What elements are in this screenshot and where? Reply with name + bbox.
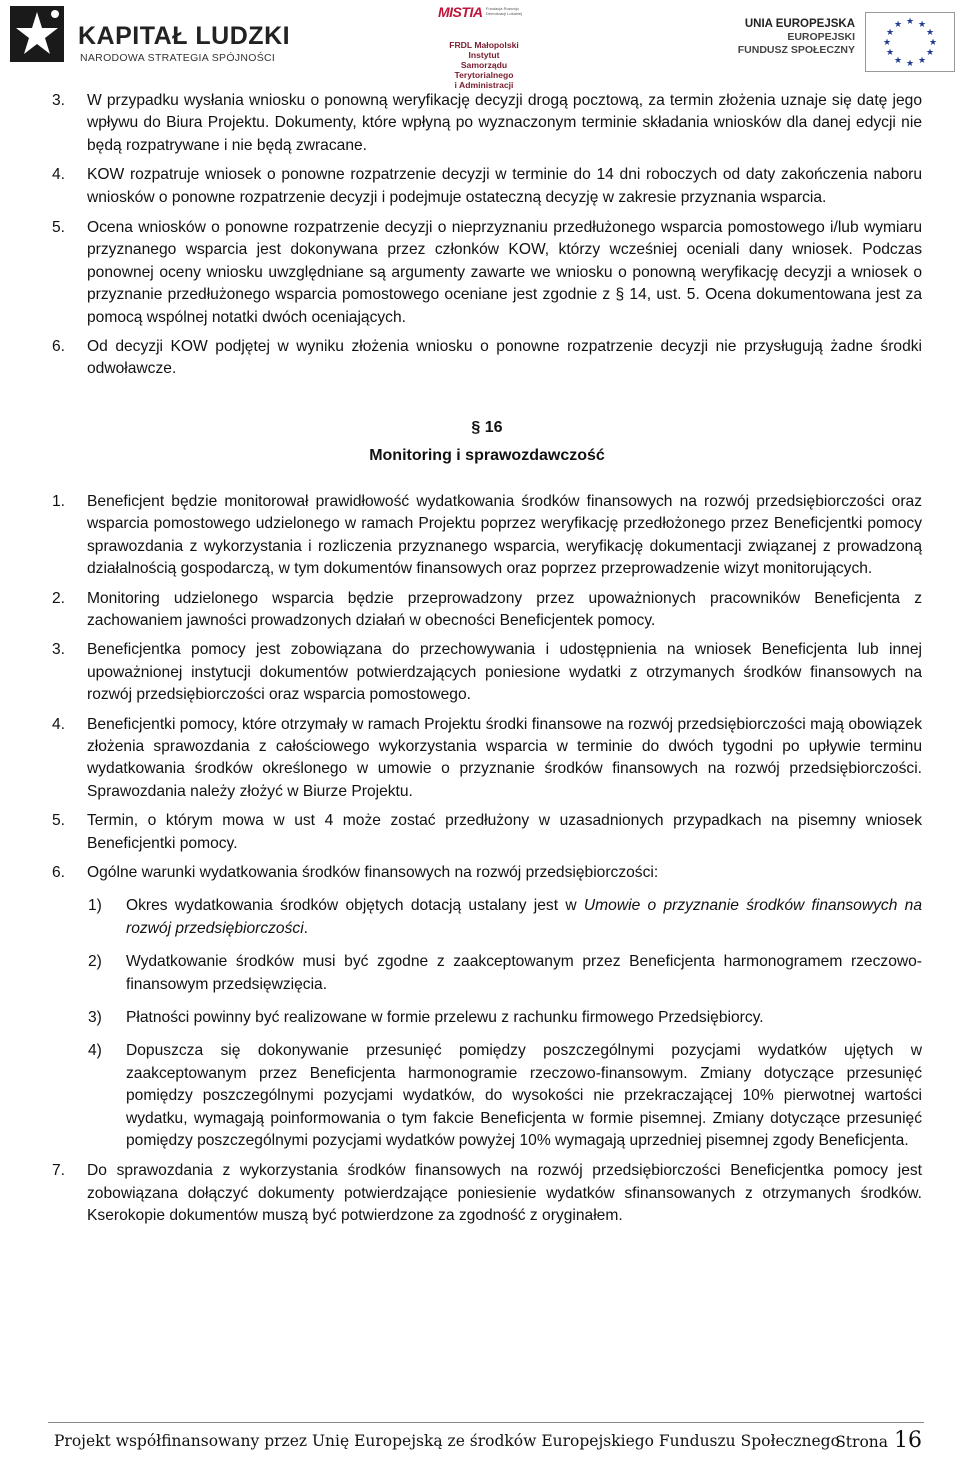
section-paragraph-3: 3. Beneficjentka pomocy jest zobowiązana do przechowywania i udostępnienia na wniosek Beneficjenta lub innej upoważnionej instytucji dokumentów potwierdzających poniesione wydatki z otrzymanych środków finansowych na rozwój przedsiębiorczości oraz wsparcia pomostowego. bbox=[52, 641, 922, 704]
kapital-ludzki-star-icon bbox=[8, 4, 66, 64]
svg-text:★: ★ bbox=[905, 16, 915, 26]
paragraph-5: 5. Ocena wniosków o ponowne rozpatrzenie decyzji o nieprzyznaniu przedłużonego wsparcia pomostowego i/lub wymiaru przyznanego wsparcia jest dokonywana przez członków KOW, którzy wcześniej oceniali dany wniosek. Podczas ponownej oceny wniosku uwzględniane są argumenty zawarte we wniosku o ponowną weryfikację decyzji a wniosek o przyznanie przedłużonego wsparcia pomostowego oceniane jest zgodnie z § 14, ust. 5. Ocena dokumentowana jest za pomocą wspólnej notatki dwóch oceniających. bbox=[52, 219, 922, 326]
footer-divider bbox=[48, 1422, 924, 1423]
svg-text:★: ★ bbox=[905, 58, 915, 68]
section-paragraph-1: 1. Beneficjent będzie monitorował prawidłowość wydatkowania środków finansowych na rozwój przedsiębiorczości oraz wsparcia pomostowego udzielonego w ramach Projektu poprzez weryfikację przedłożonego przez Beneficjentki pomocy sprawozdania z wykorzystania i rozliczenia przyznanego wsparcia, weryfikację dokumentacji związanej z prowadzoną działalnością gospodarczą, w tym dokumentów finansowych oraz poprzez przeprowadzenie wizyt monitorujących. bbox=[52, 492, 922, 578]
svg-text:★: ★ bbox=[882, 37, 892, 47]
subitem-4: 4) Dopuszcza się dokonywanie przesunięć pomiędzy poszczególnymi pozycjami wydatków ujętych w zaakceptowanym przez Beneficjenta harmonogramie rzeczowo-finansowym. Zmiany dotyczące przesunięć pomiędzy poszczególnymi pozycjami wydatków, do wysokości nie przekraczającej 10% pierwotnej wartości wydatku, wymagają poinformowania o tym fakcie Beneficjenta w formie pisemnej. Zmiany dotyczące przesunięć pomiędzy poszczególnymi pozycjami wydatków powyżej 10% wymagają uprzedniej pisemnej zgody Beneficjenta. bbox=[88, 1042, 922, 1150]
section-paragraph-5: 5. Termin, o którym mowa w ust 4 może zostać przedłużony w uzasadnionych przypadkach na pisemny wniosek Beneficjentki pomocy. bbox=[52, 812, 922, 852]
subitem-1: 1) Okres wydatkowania środków objętych dotacją ustalany jest w Umowie o przyznanie środków finansowych na rozwój przedsiębiorczości. bbox=[88, 897, 923, 937]
section-number: § 16 bbox=[471, 418, 503, 436]
svg-text:★: ★ bbox=[925, 27, 935, 37]
svg-text:★: ★ bbox=[925, 47, 935, 57]
svg-text:★: ★ bbox=[917, 19, 927, 29]
eu-logo-text: UNIA EUROPEJSKA EUROPEJSKI FUNDUSZ SPOŁECZNY bbox=[737, 18, 855, 56]
eu-logo bbox=[737, 8, 955, 68]
paragraph-6: 6. Od decyzji KOW podjętej w wyniku złożenia wniosku o ponowne rozpatrzenie decyzji nie przysługują żadne środki odwoławcze. bbox=[52, 338, 922, 378]
kapital-ludzki-subtitle: NARODOWA STRATEGIA SPÓJNOŚCI bbox=[80, 52, 276, 64]
svg-text:★: ★ bbox=[917, 55, 927, 65]
paragraph-4: 4. KOW rozpatruje wniosek o ponowne rozpatrzenie decyzji w terminie do 14 dni roboczych od daty zakończenia naboru wniosków o ponowne rozpatrzenie decyzji i podejmuje ostateczną decyzję w zakresie przyznania wsparcia. bbox=[52, 166, 922, 206]
mistia-wordmark: MISTIA bbox=[438, 4, 483, 20]
paragraph-3: 3. W przypadku wysłania wniosku o ponowną weryfikację decyzji drogą pocztową, za termin złożenia uznaje się datę jego wpływu do Biura Projektu. Dokumenty, które wpłyną po wyznaczonym terminie składania wniosków dla danej edycji nie będą rozpatrywane i nie będą zwracane. bbox=[52, 92, 922, 154]
svg-text:★: ★ bbox=[885, 47, 895, 57]
footer-funding-note: Projekt współfinansowany przez Unię Europejską ze środków Europejskiego Funduszu Społecznego bbox=[54, 1432, 840, 1450]
section-paragraph-4: 4. Beneficjentki pomocy, które otrzymały w ramach Projektu środki finansowe na rozwój przedsiębiorczości mają obowiązek złożenia sprawozdania z całościowego wykorzystania wsparcia w terminie do dwóch tygodni po upływie terminu wydatkowania środków określonego w umowie o przyznanie środków finansowych na rozwój przedsiębiorczości. Sprawozdania należy złożyć w Biurze Projektu. bbox=[52, 715, 922, 800]
svg-text:★: ★ bbox=[928, 37, 938, 47]
section-paragraph-7: 7. Do sprawozdania z wykorzystania środków finansowych na rozwój przedsiębiorczości Beneficjentka pomocy jest zobowiązana dołączyć dokumenty potwierdzające poniesienie wydatków sfinansowanych z otrzymanych środków. Kserokopie dokumentów muszą być potwierdzone za zgodność z oryginałem. bbox=[52, 1162, 922, 1225]
mistia-small-text: Fundacja Rozwoju Demokracji Lokalnej bbox=[486, 6, 523, 16]
svg-text:★: ★ bbox=[885, 27, 895, 37]
kapital-ludzki-title: KAPITAŁ LUDZKI bbox=[78, 22, 291, 50]
page-label: Strona bbox=[835, 1433, 888, 1451]
kapital-ludzki-logo bbox=[8, 4, 291, 68]
page-number-value: 16 bbox=[894, 1428, 922, 1453]
svg-text:★: ★ bbox=[893, 19, 903, 29]
mistia-logo bbox=[436, 4, 536, 90]
section-paragraph-2: 2. Monitoring udzielonego wsparcia będzie przeprowadzony przez upoważnionych pracowników Beneficjenta z zachowaniem jawności prowadzonych działań w obecności Beneficjentek pomocy. bbox=[52, 589, 922, 629]
eu-flag-icon bbox=[865, 12, 955, 72]
page-number bbox=[835, 1428, 922, 1453]
svg-text:★: ★ bbox=[893, 55, 903, 65]
section-title: Monitoring i sprawozdawczość bbox=[369, 446, 605, 464]
mistia-institute-name: FRDL Małopolski Instytut Samorządu Terytorialnego i Administracji bbox=[449, 40, 519, 90]
document-body bbox=[52, 90, 922, 1228]
section-paragraph-6: 6. Ogólne warunki wydatkowania środków finansowych na rozwój przedsiębiorczości: bbox=[52, 863, 659, 881]
subitem-3: 3) Płatności powinny być realizowane w formie przelewu z rachunku firmowego Przedsiębiorcy. bbox=[88, 1009, 764, 1026]
page-header bbox=[0, 0, 960, 90]
subitem-2: 2) Wydatkowanie środków musi być zgodne z zaakceptowanym przez Beneficjenta harmonogramem rzeczowo-finansowym przedsięwzięcia. bbox=[88, 953, 922, 993]
